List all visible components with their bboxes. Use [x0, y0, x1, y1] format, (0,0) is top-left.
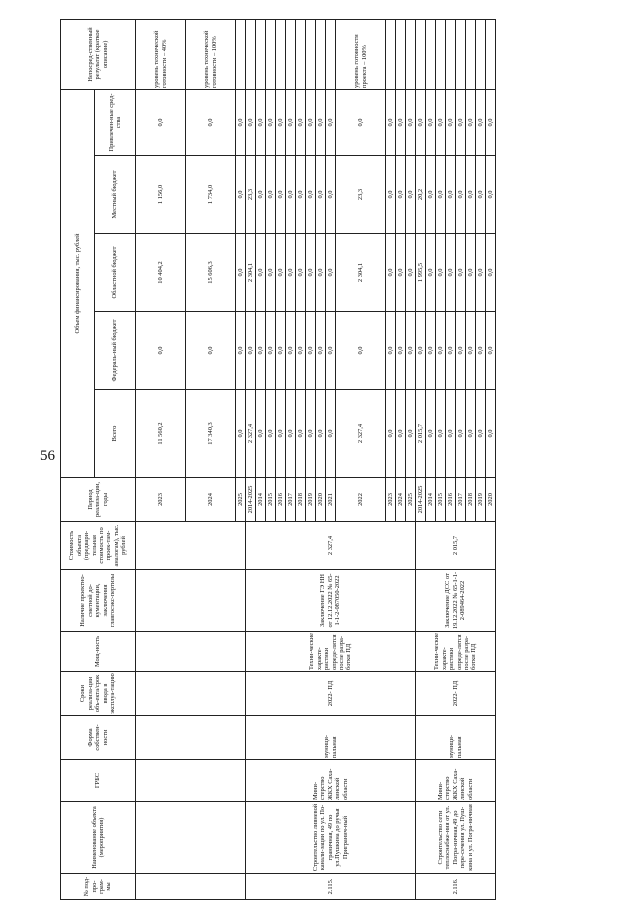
- col-header-grbs: ГРБС: [61, 760, 136, 802]
- empty-cell: [136, 760, 246, 802]
- cell-federal: 0,0: [476, 312, 486, 390]
- cell-attracted: 0,0: [186, 89, 236, 155]
- cell-federal: 0,0: [486, 312, 496, 390]
- cell-local: 0,0: [476, 156, 486, 234]
- cell-attracted: 0,0: [256, 89, 266, 155]
- empty-cell: [136, 802, 246, 874]
- cell-regional: 0,0: [286, 234, 296, 312]
- cell-federal: 0,0: [456, 312, 466, 390]
- cell-total: 0,0: [256, 390, 266, 478]
- cell-federal: 0,0: [466, 312, 476, 390]
- cell-regional: 0,0: [256, 234, 266, 312]
- cell-result: [296, 19, 306, 89]
- cell-regional: 0,0: [276, 234, 286, 312]
- cell-local: 0,0: [446, 156, 456, 234]
- cell-result: [246, 19, 256, 89]
- cell-regional: 0,0: [396, 234, 406, 312]
- rotated-page: [60, 20, 620, 900]
- cell-local: 23,3: [336, 156, 386, 234]
- cell-federal: 0,0: [406, 312, 416, 390]
- cell-regional: 1 995,5: [416, 234, 426, 312]
- cell-period: 2014-2025: [416, 478, 426, 522]
- cell-cost: 2 015,7: [416, 522, 496, 570]
- table-body: [136, 19, 496, 899]
- cell-total: 0,0: [316, 390, 326, 478]
- cell-terms: 2022- ПД: [416, 672, 496, 716]
- cell-total: 0,0: [406, 390, 416, 478]
- cell-regional: 0,0: [316, 234, 326, 312]
- cell-result: [256, 19, 266, 89]
- cell-regional: 15 606,3: [186, 234, 236, 312]
- cell-period: 2019: [306, 478, 316, 522]
- cell-result: [426, 19, 436, 89]
- cell-result: уровень технической готовности – 100%: [186, 19, 236, 89]
- cell-total: 17 340,3: [186, 390, 236, 478]
- cell-local: 0,0: [486, 156, 496, 234]
- cell-total: 0,0: [486, 390, 496, 478]
- col-header-num: № под-про-грам-мы: [61, 874, 136, 900]
- cell-total: 0,0: [396, 390, 406, 478]
- cell-federal: 0,0: [316, 312, 326, 390]
- cell-attracted: 0,0: [306, 89, 316, 155]
- cell-total: 0,0: [276, 390, 286, 478]
- cell-result: [316, 19, 326, 89]
- cell-cost: 2 327,4: [246, 522, 416, 570]
- cell-result: [416, 19, 426, 89]
- col-header-terms: Сроки реализа-ции объ-екта/срок ввода в эксплуа-тацию: [61, 672, 136, 716]
- cell-period: 2024: [186, 478, 236, 522]
- col-header-regional: Областной бюджет: [94, 234, 135, 312]
- cell-result: [476, 19, 486, 89]
- cell-period: 2018: [466, 478, 476, 522]
- cell-docs: Заключение ГЭ НН от 12.12.2022 № 65-1-1-2-087050-2022: [246, 570, 416, 632]
- cell-federal: 0,0: [396, 312, 406, 390]
- cell-result: [266, 19, 276, 89]
- cell-docs: Заключение ДСС от 19.12.2022 № 65-1-1-2-089464-2022: [416, 570, 496, 632]
- cell-local: 0,0: [316, 156, 326, 234]
- cell-result: [386, 19, 396, 89]
- col-header-docs: Наличие проектно-сметной до-кументации, заключения главгосэкс-пертизы: [61, 570, 136, 632]
- cell-period: 2020: [486, 478, 496, 522]
- cell-local: 0,0: [296, 156, 306, 234]
- cell-period: 2023: [136, 478, 186, 522]
- cell-regional: 0,0: [456, 234, 466, 312]
- cell-local: 20,2: [416, 156, 426, 234]
- cell-regional: 0,0: [466, 234, 476, 312]
- cell-period: 2020: [316, 478, 326, 522]
- col-header-attracted: Привлечен-ные сред-ства: [94, 89, 135, 155]
- cell-total: 0,0: [386, 390, 396, 478]
- empty-cell: [136, 632, 246, 672]
- cell-regional: 0,0: [266, 234, 276, 312]
- table-row: [136, 19, 186, 899]
- cell-regional: 0,0: [446, 234, 456, 312]
- header-row-1: [61, 19, 95, 899]
- page-number: 56: [40, 448, 55, 464]
- cell-federal: 0,0: [426, 312, 436, 390]
- cell-local: 1 734,0: [186, 156, 236, 234]
- cell-ownership: муници-пальная: [246, 716, 416, 760]
- cell-attracted: 0,0: [286, 89, 296, 155]
- cell-period: 2022: [336, 478, 386, 522]
- col-header-ownership: Форма собствен-ности: [61, 716, 136, 760]
- cell-total: 0,0: [266, 390, 276, 478]
- cell-period: 2014-2025: [246, 478, 256, 522]
- col-header-total: Всего: [94, 390, 135, 478]
- cell-attracted: 0,0: [296, 89, 306, 155]
- cell-period: 2015: [266, 478, 276, 522]
- cell-federal: 0,0: [276, 312, 286, 390]
- cell-federal: 0,0: [186, 312, 236, 390]
- cell-regional: 0,0: [476, 234, 486, 312]
- cell-attracted: 0,0: [276, 89, 286, 155]
- cell-period: 2025: [236, 478, 246, 522]
- cell-local: 0,0: [456, 156, 466, 234]
- cell-local: 0,0: [396, 156, 406, 234]
- cell-local: 0,0: [286, 156, 296, 234]
- cell-local: 0,0: [326, 156, 336, 234]
- col-header-cost: Стоимость объекта (предвари-тельная стоимость по проек-там-аналогам), тыс. рублей: [61, 522, 136, 570]
- cell-federal: 0,0: [246, 312, 256, 390]
- cell-attracted: 0,0: [246, 89, 256, 155]
- cell-local: 0,0: [236, 156, 246, 234]
- cell-total: 0,0: [456, 390, 466, 478]
- cell-total: 2 327,4: [336, 390, 386, 478]
- col-header-federal: Федераль-ный бюджет: [94, 312, 135, 390]
- cell-result: [236, 19, 246, 89]
- cell-result: [286, 19, 296, 89]
- col-header-financing: Объем финансирования, тыс. рублей: [61, 89, 95, 477]
- cell-regional: 0,0: [326, 234, 336, 312]
- col-header-local: Местный бюджет: [94, 156, 135, 234]
- cell-name: Строительство сети теплоснабже-ния от ул. Погра-ничная,49 до пере-сечения ул. Пуш-кина и ул. Погра-ничная: [416, 802, 496, 874]
- col-header-period: Период реализа-ции, годы: [61, 478, 136, 522]
- cell-regional: 0,0: [386, 234, 396, 312]
- col-header-capacity: Мощ-ность: [61, 632, 136, 672]
- cell-name: Строительство ливневой канали-зации по ул. По-граничная, 49 по ул.Пушкина до ручья Пригранич-ный: [246, 802, 416, 874]
- cell-regional: 0,0: [436, 234, 446, 312]
- cell-federal: 0,0: [436, 312, 446, 390]
- cell-local: 1 156,0: [136, 156, 186, 234]
- cell-num: 2.115.: [246, 874, 416, 900]
- cell-attracted: 0,0: [406, 89, 416, 155]
- cell-period: 2015: [436, 478, 446, 522]
- cell-period: 2018: [296, 478, 306, 522]
- cell-regional: 0,0: [296, 234, 306, 312]
- cell-attracted: 0,0: [336, 89, 386, 155]
- empty-cell: [136, 522, 246, 570]
- cell-result: уровень готовности проекта – 100%: [336, 19, 386, 89]
- cell-total: 0,0: [426, 390, 436, 478]
- cell-federal: 0,0: [446, 312, 456, 390]
- cell-local: 0,0: [466, 156, 476, 234]
- cell-attracted: 0,0: [436, 89, 446, 155]
- cell-attracted: 0,0: [236, 89, 246, 155]
- cell-attracted: 0,0: [456, 89, 466, 155]
- cell-attracted: 0,0: [426, 89, 436, 155]
- cell-period: 2016: [276, 478, 286, 522]
- cell-attracted: 0,0: [266, 89, 276, 155]
- cell-result: [276, 19, 286, 89]
- cell-total: 2 327,4: [246, 390, 256, 478]
- cell-local: 0,0: [426, 156, 436, 234]
- cell-total: 0,0: [476, 390, 486, 478]
- cell-regional: 0,0: [306, 234, 316, 312]
- cell-federal: 0,0: [386, 312, 396, 390]
- cell-result: [456, 19, 466, 89]
- cell-local: 0,0: [406, 156, 416, 234]
- cell-result: уровень технической готовности – 40%: [136, 19, 186, 89]
- cell-total: 0,0: [466, 390, 476, 478]
- cell-total: 2 015,7: [416, 390, 426, 478]
- cell-local: 0,0: [436, 156, 446, 234]
- empty-cell: [136, 570, 246, 632]
- cell-total: 0,0: [436, 390, 446, 478]
- cell-federal: 0,0: [236, 312, 246, 390]
- cell-period: 2016: [446, 478, 456, 522]
- cell-local: 0,0: [256, 156, 266, 234]
- cell-total: 0,0: [236, 390, 246, 478]
- cell-attracted: 0,0: [386, 89, 396, 155]
- cell-attracted: 0,0: [396, 89, 406, 155]
- cell-result: [306, 19, 316, 89]
- cell-local: 0,0: [276, 156, 286, 234]
- cell-federal: 0,0: [306, 312, 316, 390]
- cell-period: 2017: [456, 478, 466, 522]
- cell-federal: 0,0: [296, 312, 306, 390]
- cell-period: 2019: [476, 478, 486, 522]
- cell-regional: 2 304,1: [246, 234, 256, 312]
- cell-ownership: муници-пальная: [416, 716, 496, 760]
- cell-grbs: Мини-стерство ЖКХ Саха-линской области: [416, 760, 496, 802]
- cell-result: [326, 19, 336, 89]
- financing-table: [60, 19, 496, 900]
- cell-period: 2017: [286, 478, 296, 522]
- cell-attracted: 0,0: [416, 89, 426, 155]
- cell-regional: 2 304,1: [336, 234, 386, 312]
- cell-attracted: 0,0: [326, 89, 336, 155]
- cell-total: 0,0: [306, 390, 316, 478]
- cell-grbs: Мини-стерство ЖКХ Саха-линской области: [246, 760, 416, 802]
- cell-total: 11 560,2: [136, 390, 186, 478]
- cell-attracted: 0,0: [316, 89, 326, 155]
- cell-result: [466, 19, 476, 89]
- cell-result: [486, 19, 496, 89]
- cell-capacity: Техни-ческие характе-ристики опреде-лятся после разра-ботки ПД: [246, 632, 416, 672]
- cell-capacity: Техни-ческие характе-ристики опреде-лятся после разра-ботки ПД: [416, 632, 496, 672]
- cell-federal: 0,0: [136, 312, 186, 390]
- cell-federal: 0,0: [266, 312, 276, 390]
- cell-period: 2014: [256, 478, 266, 522]
- cell-regional: 10 404,2: [136, 234, 186, 312]
- cell-result: [396, 19, 406, 89]
- cell-federal: 0,0: [336, 312, 386, 390]
- cell-result: [406, 19, 416, 89]
- cell-federal: 0,0: [326, 312, 336, 390]
- cell-period: 2024: [396, 478, 406, 522]
- cell-attracted: 0,0: [446, 89, 456, 155]
- col-header-result: Непосред-ственный результат (краткое описание): [61, 19, 136, 89]
- cell-result: [446, 19, 456, 89]
- cell-total: 0,0: [286, 390, 296, 478]
- table-row: [416, 19, 426, 899]
- cell-num: 2.116.: [416, 874, 496, 900]
- empty-cell: [136, 672, 246, 716]
- cell-federal: 0,0: [286, 312, 296, 390]
- cell-attracted: 0,0: [466, 89, 476, 155]
- table-row: [246, 19, 256, 899]
- cell-local: 0,0: [386, 156, 396, 234]
- cell-attracted: 0,0: [486, 89, 496, 155]
- cell-local: 0,0: [266, 156, 276, 234]
- cell-federal: 0,0: [416, 312, 426, 390]
- cell-attracted: 0,0: [136, 89, 186, 155]
- cell-regional: 0,0: [426, 234, 436, 312]
- cell-total: 0,0: [326, 390, 336, 478]
- empty-cell: [136, 874, 246, 900]
- cell-total: 0,0: [296, 390, 306, 478]
- cell-attracted: 0,0: [476, 89, 486, 155]
- cell-regional: 0,0: [406, 234, 416, 312]
- cell-period: 2025: [406, 478, 416, 522]
- cell-local: 0,0: [306, 156, 316, 234]
- cell-terms: 2022- ПД: [246, 672, 416, 716]
- cell-regional: 0,0: [236, 234, 246, 312]
- cell-local: 23,3: [246, 156, 256, 234]
- cell-period: 2014: [426, 478, 436, 522]
- cell-period: 2021: [326, 478, 336, 522]
- cell-result: [436, 19, 446, 89]
- cell-regional: 0,0: [486, 234, 496, 312]
- col-header-name: Наименование объекта (мероприятия): [61, 802, 136, 874]
- cell-federal: 0,0: [256, 312, 266, 390]
- cell-total: 0,0: [446, 390, 456, 478]
- empty-cell: [136, 716, 246, 760]
- cell-period: 2023: [386, 478, 396, 522]
